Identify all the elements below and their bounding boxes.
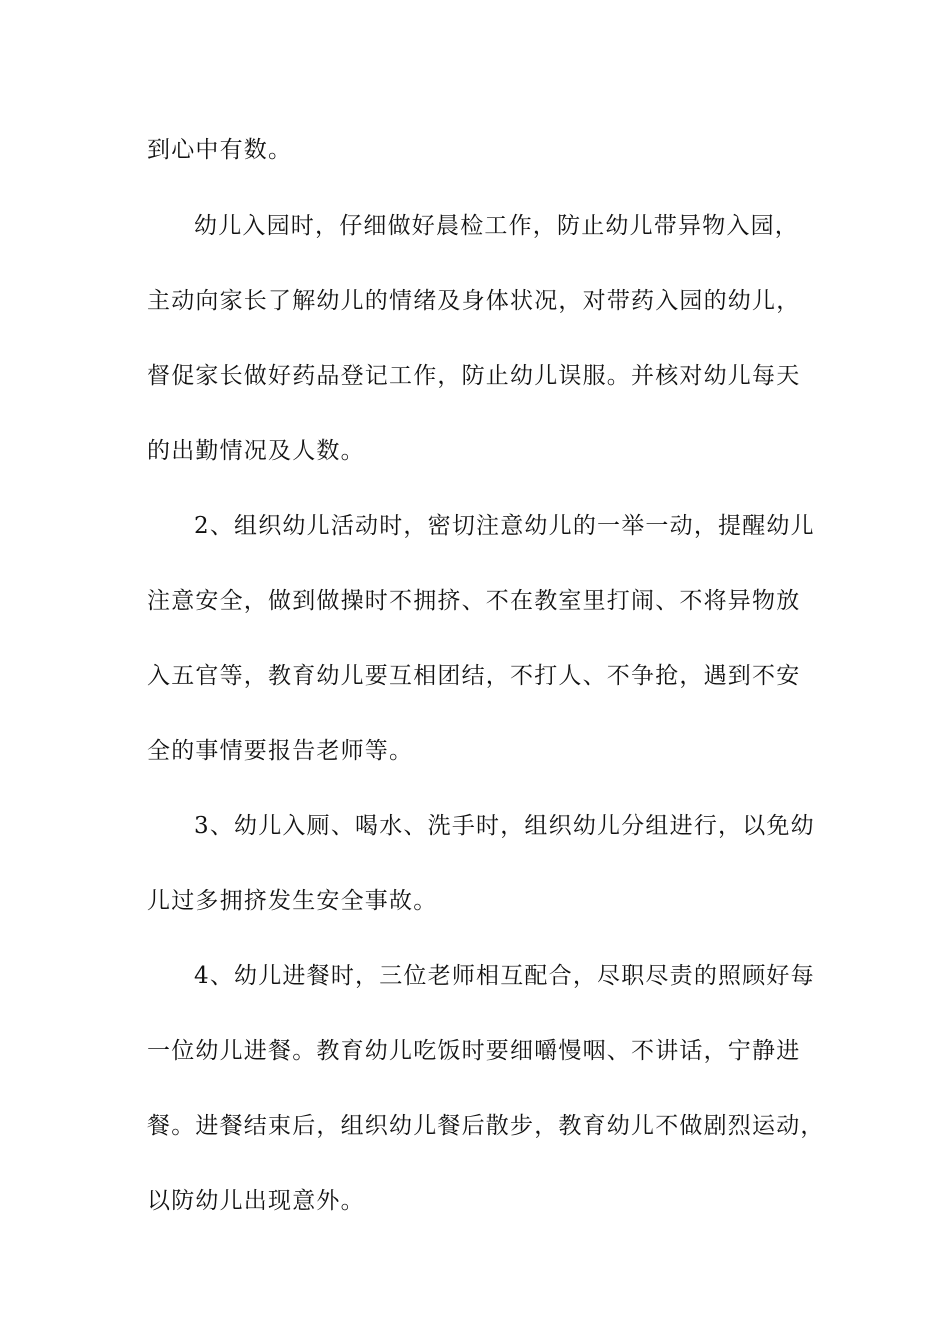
text-line: 主动向家长了解幼儿的情绪及身体状况，对带药入园的幼儿， [147,288,801,314]
text-line: 全的事情要报告老师等。 [147,738,414,764]
text-line: 入五官等，教育幼儿要互相团结，不打人、不争抢，遇到不安 [147,663,801,689]
text-line: 督促家长做好药品登记工作，防止幼儿误服。并核对幼儿每天 [147,363,801,389]
text-line: 儿过多拥挤发生安全事故。 [147,888,438,914]
text-line: 到心中有数。 [147,137,293,163]
paragraph-first-line: 4、幼儿进餐时，三位老师相互配合，尽职尽责的照顾好每 [194,963,815,989]
paragraph-first-line: 3、幼儿入厕、喝水、洗手时，组织幼儿分组进行，以免幼 [194,813,815,839]
text-line: 餐。进餐结束后，组织幼儿餐后散步，教育幼儿不做剧烈运动， [147,1113,825,1139]
text-line: 的出勤情况及人数。 [147,438,365,464]
paragraph-first-line: 2、组织幼儿活动时，密切注意幼儿的一举一动，提醒幼儿 [194,513,815,539]
paragraph-first-line: 幼儿入园时，仔细做好晨检工作，防止幼儿带异物入园， [194,213,799,239]
text-line: 以防幼儿出现意外。 [147,1188,365,1214]
text-line: 一位幼儿进餐。教育幼儿吃饭时要细嚼慢咽、不讲话，宁静进 [147,1038,801,1064]
text-line: 注意安全，做到做操时不拥挤、不在教室里打闹、不将异物放 [147,588,801,614]
